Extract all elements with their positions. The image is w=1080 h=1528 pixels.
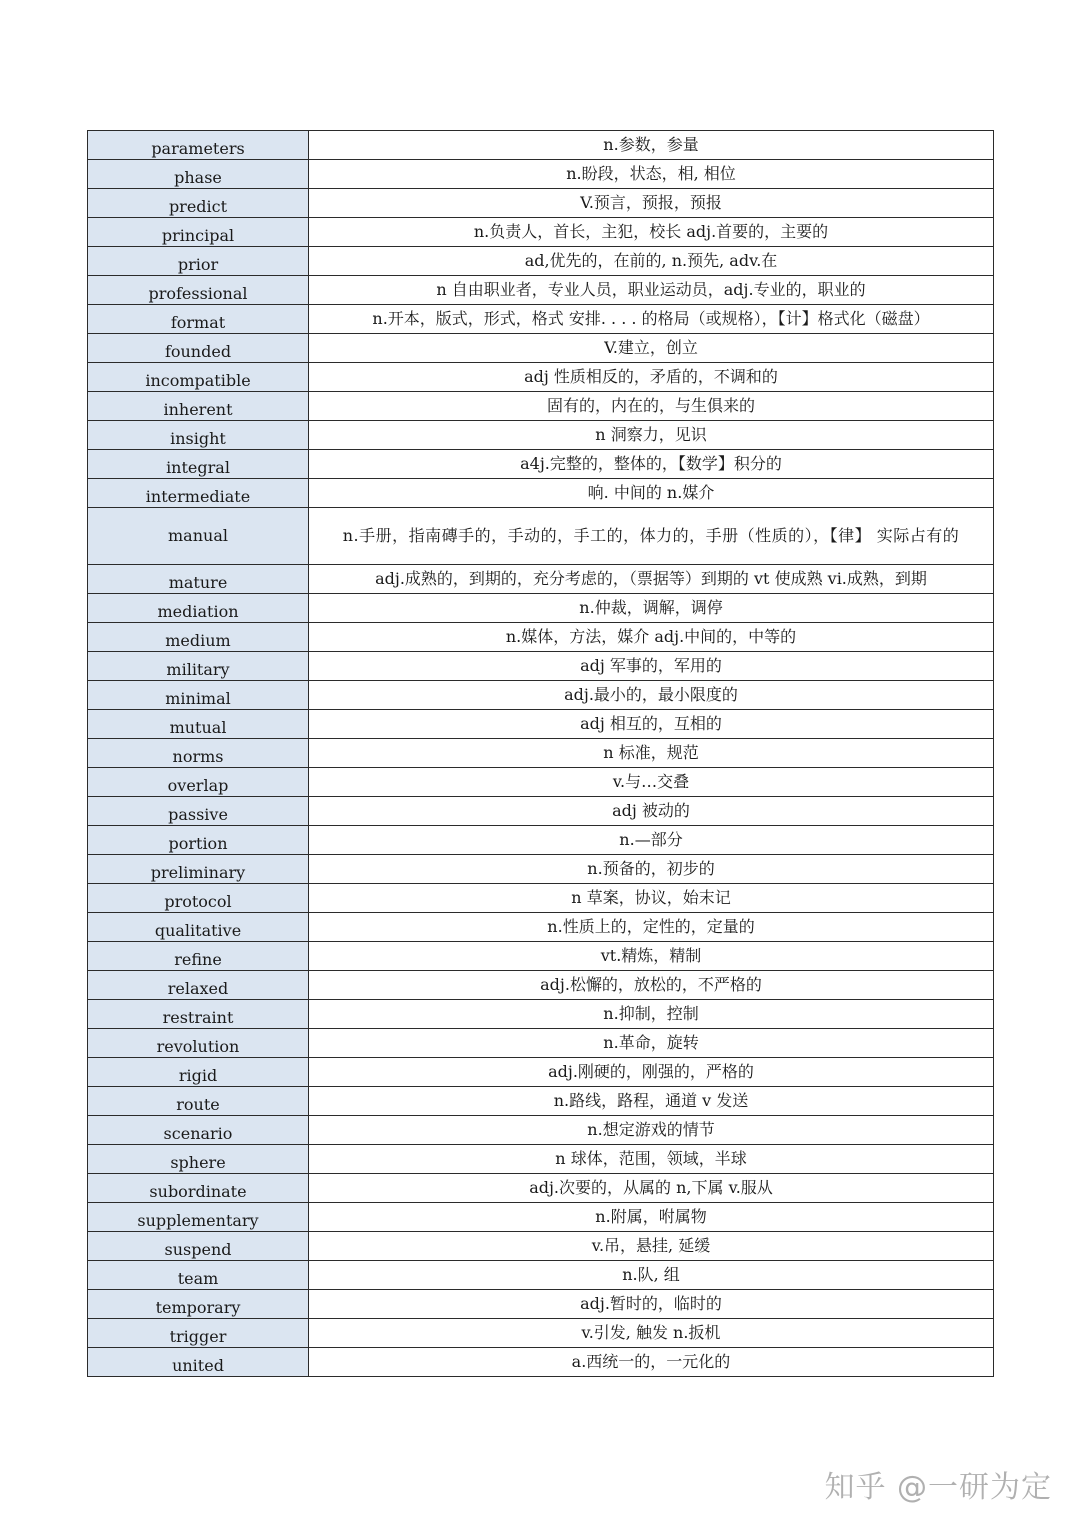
word-cell: prior	[88, 247, 309, 276]
table-row	[88, 797, 994, 826]
zhihu-watermark: 知乎 @一研为定	[824, 1470, 1052, 1505]
table-row	[88, 1087, 994, 1116]
meaning-cell: 响. 中间的 n.媒介	[309, 479, 994, 508]
word-cell: minimal	[88, 681, 309, 710]
meaning-cell: n.革命，旋转	[309, 1029, 994, 1058]
word-cell: founded	[88, 334, 309, 363]
meaning-cell: V.建立，创立	[309, 334, 994, 363]
table-row	[88, 479, 994, 508]
meaning-cell: adj 相互的，互相的	[309, 710, 994, 739]
meaning-cell: n 草案，协议，始末记	[309, 884, 994, 913]
table-row	[88, 681, 994, 710]
word-cell: mature	[88, 565, 309, 594]
word-cell: mutual	[88, 710, 309, 739]
word-cell: integral	[88, 450, 309, 479]
word-cell: revolution	[88, 1029, 309, 1058]
meaning-cell: n 自由职业者，专业人员，职业运动员，adj.专业的，职业的	[309, 276, 994, 305]
meaning-cell: n.附属，咐属物	[309, 1203, 994, 1232]
word-cell: relaxed	[88, 971, 309, 1000]
word-cell: sphere	[88, 1145, 309, 1174]
meaning-cell: adj.松懈的，放松的，不严格的	[309, 971, 994, 1000]
word-cell: mediation	[88, 594, 309, 623]
word-cell: military	[88, 652, 309, 681]
word-cell: route	[88, 1087, 309, 1116]
word-cell: manual	[88, 508, 309, 565]
word-cell: restraint	[88, 1000, 309, 1029]
table-row	[88, 1232, 994, 1261]
table-row	[88, 363, 994, 392]
table-row	[88, 594, 994, 623]
vocabulary-table-body	[88, 131, 994, 1377]
table-row	[88, 276, 994, 305]
word-cell: principal	[88, 218, 309, 247]
table-row	[88, 421, 994, 450]
word-cell: united	[88, 1348, 309, 1377]
table-row	[88, 884, 994, 913]
table-row	[88, 1261, 994, 1290]
table-row	[88, 739, 994, 768]
meaning-cell: n 洞察力，见识	[309, 421, 994, 450]
meaning-cell: adj 被动的	[309, 797, 994, 826]
table-row	[88, 450, 994, 479]
word-cell: professional	[88, 276, 309, 305]
word-cell: norms	[88, 739, 309, 768]
meaning-cell: n.负责人，首长，主犯，校长 adj.首要的，主要的	[309, 218, 994, 247]
meaning-cell: 固有的，内在的，与生俱来的	[309, 392, 994, 421]
table-row	[88, 131, 994, 160]
meaning-cell: adj.暂时的，临时的	[309, 1290, 994, 1319]
meaning-cell: n.性质上的，定性的，定量的	[309, 913, 994, 942]
meaning-cell: n.参数，参量	[309, 131, 994, 160]
table-row	[88, 565, 994, 594]
table-row	[88, 913, 994, 942]
meaning-cell: V.预言，预报，预报	[309, 189, 994, 218]
table-row	[88, 160, 994, 189]
table-row	[88, 1290, 994, 1319]
table-row	[88, 1348, 994, 1377]
meaning-cell: a.西统一的，一元化的	[309, 1348, 994, 1377]
meaning-cell: n.开本，版式，形式，格式 安排. . . . 的格局（或规格），【计】格式化（磁盘）	[309, 305, 994, 334]
meaning-cell: n 标准，规范	[309, 739, 994, 768]
table-row	[88, 189, 994, 218]
word-cell: parameters	[88, 131, 309, 160]
word-cell: format	[88, 305, 309, 334]
meaning-cell: v.吊，悬挂, 延缓	[309, 1232, 994, 1261]
word-cell: trigger	[88, 1319, 309, 1348]
meaning-cell: v.引发, 触发 n.扳机	[309, 1319, 994, 1348]
table-row	[88, 1174, 994, 1203]
table-row	[88, 1116, 994, 1145]
table-row	[88, 392, 994, 421]
table-row	[88, 218, 994, 247]
table-row	[88, 942, 994, 971]
table-row	[88, 710, 994, 739]
meaning-cell: n.盼段，状态，相, 相位	[309, 160, 994, 189]
word-cell: rigid	[88, 1058, 309, 1087]
meaning-cell: n 球体，范围，领域，半球	[309, 1145, 994, 1174]
word-cell: predict	[88, 189, 309, 218]
word-cell: insight	[88, 421, 309, 450]
meaning-cell: adj.次要的，从属的 n,下属 v.服从	[309, 1174, 994, 1203]
word-cell: scenario	[88, 1116, 309, 1145]
word-cell: refine	[88, 942, 309, 971]
meaning-cell: n.路线，路程，通道 v 发送	[309, 1087, 994, 1116]
meaning-cell: n.—部分	[309, 826, 994, 855]
meaning-cell: adj.成熟的，到期的，充分考虑的，（票据等）到期的 vt 使成熟 vi.成熟，到期	[309, 565, 994, 594]
meaning-cell: n.预备的，初步的	[309, 855, 994, 884]
table-row	[88, 1203, 994, 1232]
word-cell: portion	[88, 826, 309, 855]
word-cell: team	[88, 1261, 309, 1290]
table-row	[88, 1319, 994, 1348]
table-row	[88, 855, 994, 884]
meaning-cell: adj.最小的，最小限度的	[309, 681, 994, 710]
word-cell: overlap	[88, 768, 309, 797]
word-cell: temporary	[88, 1290, 309, 1319]
table-row	[88, 768, 994, 797]
meaning-cell: adj 军事的，军用的	[309, 652, 994, 681]
word-cell: incompatible	[88, 363, 309, 392]
meaning-cell: n.仲裁，调解，调停	[309, 594, 994, 623]
meaning-cell: n.抑制，控制	[309, 1000, 994, 1029]
table-row	[88, 623, 994, 652]
table-row	[88, 247, 994, 276]
meaning-cell: adj 性质相反的，矛盾的，不调和的	[309, 363, 994, 392]
meaning-cell: adj.刚硬的，刚强的，严格的	[309, 1058, 994, 1087]
meaning-cell: n.媒体，方法，媒介 adj.中间的，中等的	[309, 623, 994, 652]
table-row	[88, 971, 994, 1000]
table-row	[88, 508, 994, 565]
word-cell: preliminary	[88, 855, 309, 884]
table-row	[88, 1029, 994, 1058]
meaning-cell: a4j.完整的，整体的，【数学】积分的	[309, 450, 994, 479]
word-cell: subordinate	[88, 1174, 309, 1203]
word-cell: phase	[88, 160, 309, 189]
meaning-cell: ad,优先的，在前的, n.预先, adv.在	[309, 247, 994, 276]
table-row	[88, 1000, 994, 1029]
table-row	[88, 826, 994, 855]
word-cell: protocol	[88, 884, 309, 913]
meaning-cell: n.手册，指南磚手的，手动的，手工的，体力的，手册（性质的），【律】 实际占有的	[309, 508, 994, 565]
word-cell: suspend	[88, 1232, 309, 1261]
meaning-cell: v.与…交叠	[309, 768, 994, 797]
word-cell: supplementary	[88, 1203, 309, 1232]
table-row	[88, 652, 994, 681]
table-row	[88, 1058, 994, 1087]
meaning-cell: vt.精炼，精制	[309, 942, 994, 971]
table-row	[88, 305, 994, 334]
vocabulary-table	[87, 130, 994, 1377]
meaning-cell: n.队, 组	[309, 1261, 994, 1290]
word-cell: qualitative	[88, 913, 309, 942]
word-cell: inherent	[88, 392, 309, 421]
table-row	[88, 334, 994, 363]
word-cell: intermediate	[88, 479, 309, 508]
table-row	[88, 1145, 994, 1174]
word-cell: passive	[88, 797, 309, 826]
meaning-cell: n.想定游戏的情节	[309, 1116, 994, 1145]
word-cell: medium	[88, 623, 309, 652]
